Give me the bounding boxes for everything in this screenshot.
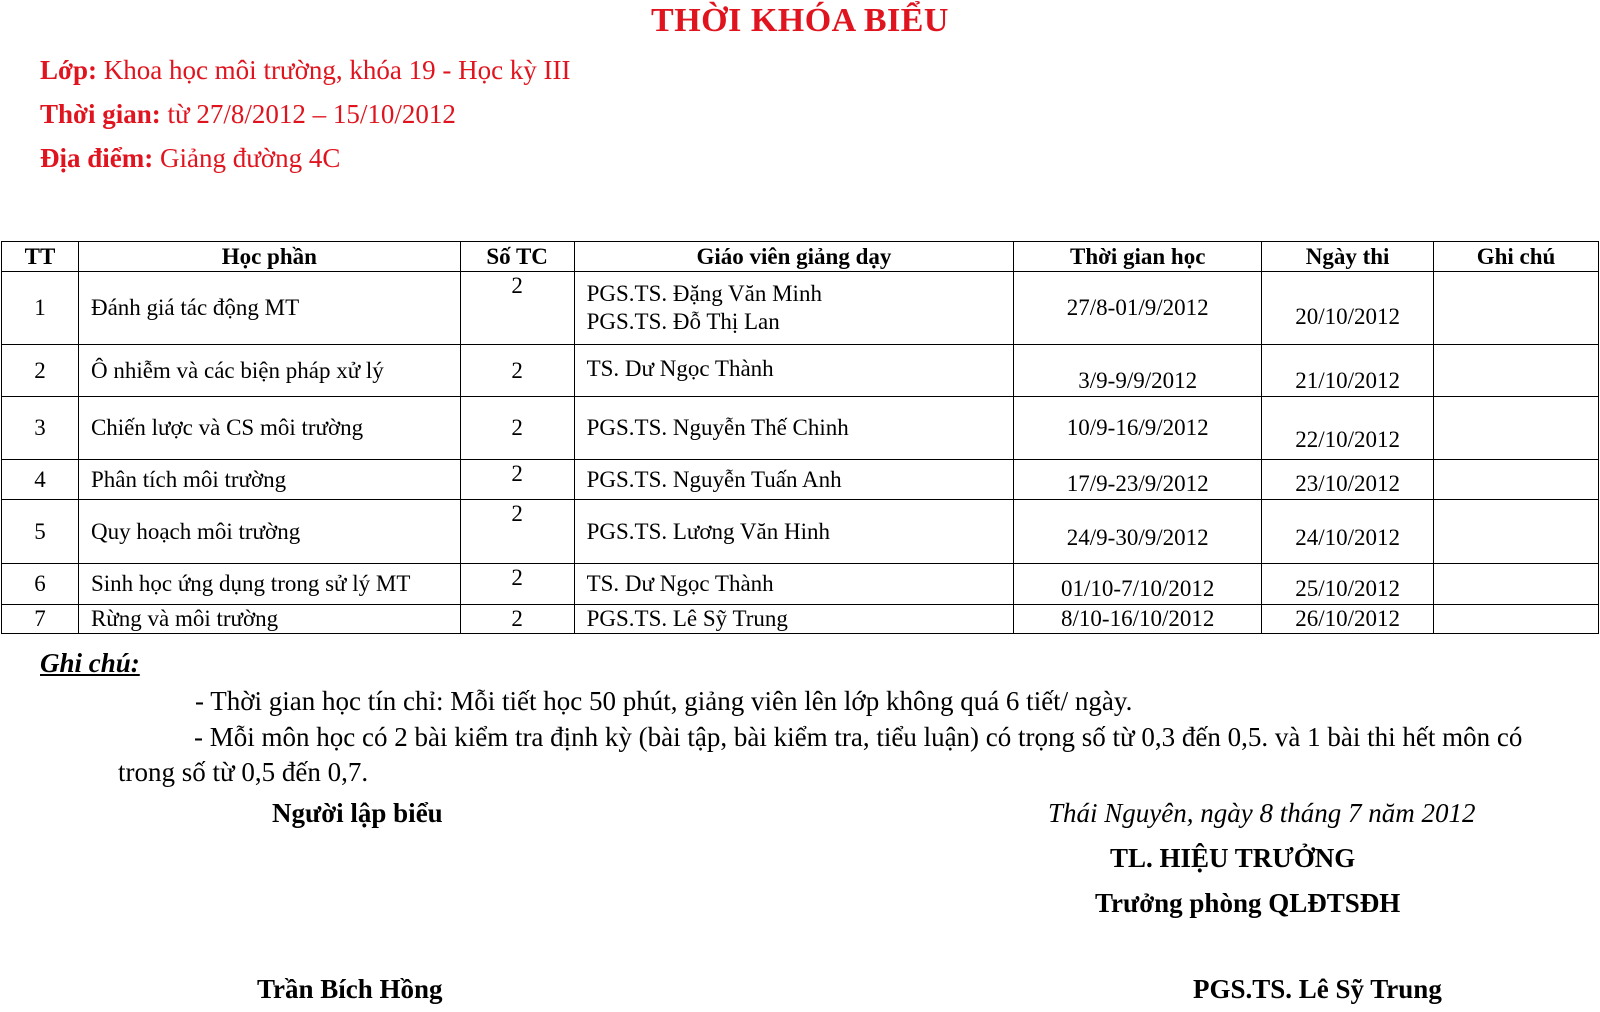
cell-hoc-phan: Rừng và môi trường bbox=[78, 605, 460, 634]
cell-tt: 1 bbox=[2, 272, 79, 345]
header-hoc-phan: Học phần bbox=[78, 242, 460, 272]
table-row bbox=[2, 272, 1599, 345]
table-row bbox=[2, 345, 1599, 397]
cell-hoc-phan: Ô nhiễm và các biện pháp xử lý bbox=[78, 345, 460, 397]
cell-ngay-thi: 22/10/2012 bbox=[1262, 397, 1434, 460]
table-row bbox=[2, 500, 1599, 564]
cell-tt: 5 bbox=[2, 500, 79, 564]
table-row bbox=[2, 397, 1599, 460]
cell-thoi-gian-hoc: 24/9-30/9/2012 bbox=[1014, 500, 1262, 564]
prepared-by-name: Trần Bích Hồng bbox=[257, 974, 443, 1004]
cell-giao-vien bbox=[574, 605, 1014, 634]
approver-title: TL. HIỆU TRƯỞNG bbox=[1110, 843, 1356, 873]
page-title: THỜI KHÓA BIỂU bbox=[651, 2, 949, 39]
cell-ngay-thi: 26/10/2012 bbox=[1262, 605, 1434, 634]
cell-giao-vien bbox=[574, 564, 1014, 605]
header-ghi-chu: Ghi chú bbox=[1434, 242, 1599, 272]
cell-so-tc: 2 bbox=[460, 397, 574, 460]
cell-so-tc: 2 bbox=[460, 564, 574, 605]
cell-giao-vien bbox=[574, 397, 1014, 460]
cell-thoi-gian-hoc: 10/9-16/9/2012 bbox=[1014, 397, 1262, 460]
cell-thoi-gian-hoc: 3/9-9/9/2012 bbox=[1014, 345, 1262, 397]
cell-so-tc: 2 bbox=[460, 500, 574, 564]
class-info bbox=[40, 55, 571, 86]
cell-ngay-thi: 20/10/2012 bbox=[1262, 272, 1434, 345]
lecturer-name: PGS.TS. Đặng Văn Minh bbox=[586, 281, 822, 306]
cell-giao-vien bbox=[574, 272, 1014, 345]
schedule-table bbox=[1, 241, 1599, 634]
notes-heading: Ghi chú: bbox=[40, 648, 140, 678]
cell-thoi-gian-hoc: 01/10-7/10/2012 bbox=[1014, 564, 1262, 605]
cell-tt: 3 bbox=[2, 397, 79, 460]
class-value: Khoa học môi trường, khóa 19 - Học kỳ III bbox=[96, 55, 571, 85]
header-giao-vien: Giáo viên giảng dạy bbox=[574, 242, 1014, 272]
cell-so-tc: 2 bbox=[460, 345, 574, 397]
cell-thoi-gian-hoc: 17/9-23/9/2012 bbox=[1014, 460, 1262, 500]
prepared-by-title: Người lập biểu bbox=[272, 798, 443, 828]
cell-so-tc: 2 bbox=[460, 460, 574, 500]
cell-so-tc: 2 bbox=[460, 605, 574, 634]
cell-hoc-phan: Đánh giá tác động MT bbox=[78, 272, 460, 345]
cell-ghi-chu bbox=[1434, 345, 1599, 397]
cell-ngay-thi: 24/10/2012 bbox=[1262, 500, 1434, 564]
header-ngay-thi: Ngày thi bbox=[1262, 242, 1434, 272]
cell-thoi-gian-hoc: 8/10-16/10/2012 bbox=[1014, 605, 1262, 634]
cell-thoi-gian-hoc: 27/8-01/9/2012 bbox=[1014, 272, 1262, 345]
lecturer-name: PGS.TS. Nguyễn Thế Chinh bbox=[586, 415, 849, 440]
cell-hoc-phan: Phân tích môi trường bbox=[78, 460, 460, 500]
location-label: Địa điểm: bbox=[40, 143, 154, 173]
cell-giao-vien bbox=[574, 500, 1014, 564]
cell-ngay-thi: 25/10/2012 bbox=[1262, 564, 1434, 605]
approver-department: Trưởng phòng QLĐTSĐH bbox=[1095, 888, 1401, 918]
cell-tt: 7 bbox=[2, 605, 79, 634]
cell-ghi-chu bbox=[1434, 564, 1599, 605]
lecturer-name: TS. Dư Ngọc Thành bbox=[586, 356, 774, 381]
cell-ngay-thi: 23/10/2012 bbox=[1262, 460, 1434, 500]
note-line-1: - Thời gian học tín chỉ: Mỗi tiết học 50 phút, giảng viên lên lớp không quá 6 tiết/ ngày. bbox=[195, 686, 1133, 716]
table-row bbox=[2, 564, 1599, 605]
cell-hoc-phan: Quy hoạch môi trường bbox=[78, 500, 460, 564]
cell-hoc-phan: Chiến lược và CS môi trường bbox=[78, 397, 460, 460]
cell-ngay-thi: 21/10/2012 bbox=[1262, 345, 1434, 397]
time-value: từ 27/8/2012 – 15/10/2012 bbox=[160, 99, 456, 129]
lecturer-name: TS. Dư Ngọc Thành bbox=[586, 571, 774, 596]
lecturer-name: PGS.TS. Lương Văn Hinh bbox=[586, 518, 830, 544]
cell-so-tc: 2 bbox=[460, 272, 574, 345]
cell-giao-vien bbox=[574, 460, 1014, 500]
time-info bbox=[40, 99, 456, 130]
cell-hoc-phan: Sinh học ứng dụng trong sử lý MT bbox=[78, 564, 460, 605]
table-header-row bbox=[2, 242, 1599, 272]
location-value: Giảng đường 4C bbox=[153, 143, 341, 173]
lecturer-name: PGS.TS. Lê Sỹ Trung bbox=[586, 606, 788, 631]
cell-ghi-chu bbox=[1434, 605, 1599, 634]
header-thoi-gian-hoc: Thời gian học bbox=[1014, 242, 1262, 272]
table-row bbox=[2, 460, 1599, 500]
lecturer-name: PGS.TS. Nguyễn Tuấn Anh bbox=[586, 466, 842, 492]
location-info bbox=[40, 143, 340, 174]
note-line-2: - Mỗi môn học có 2 bài kiểm tra định kỳ (bài tập, bài kiểm tra, tiểu luận) có trọng số từ 0,3 đến 0,5. và 1 bài thi hết môn có trong số từ 0,5 đến 0,7. bbox=[118, 722, 1523, 787]
lecturer-name: PGS.TS. Đỗ Thị Lan bbox=[586, 309, 780, 334]
time-label: Thời gian: bbox=[40, 99, 161, 129]
approver-name: PGS.TS. Lê Sỹ Trung bbox=[1193, 974, 1442, 1004]
cell-tt: 4 bbox=[2, 460, 79, 500]
cell-tt: 2 bbox=[2, 345, 79, 397]
header-so-tc: Số TC bbox=[460, 242, 574, 272]
cell-giao-vien bbox=[574, 345, 1014, 397]
cell-ghi-chu bbox=[1434, 460, 1599, 500]
class-label: Lớp: bbox=[40, 55, 97, 85]
cell-ghi-chu bbox=[1434, 397, 1599, 460]
table-row bbox=[2, 605, 1599, 634]
place-date: Thái Nguyên, ngày 8 tháng 7 năm 2012 bbox=[1048, 798, 1476, 828]
header-tt: TT bbox=[2, 242, 79, 272]
cell-ghi-chu bbox=[1434, 500, 1599, 564]
cell-tt: 6 bbox=[2, 564, 79, 605]
cell-ghi-chu bbox=[1434, 272, 1599, 345]
